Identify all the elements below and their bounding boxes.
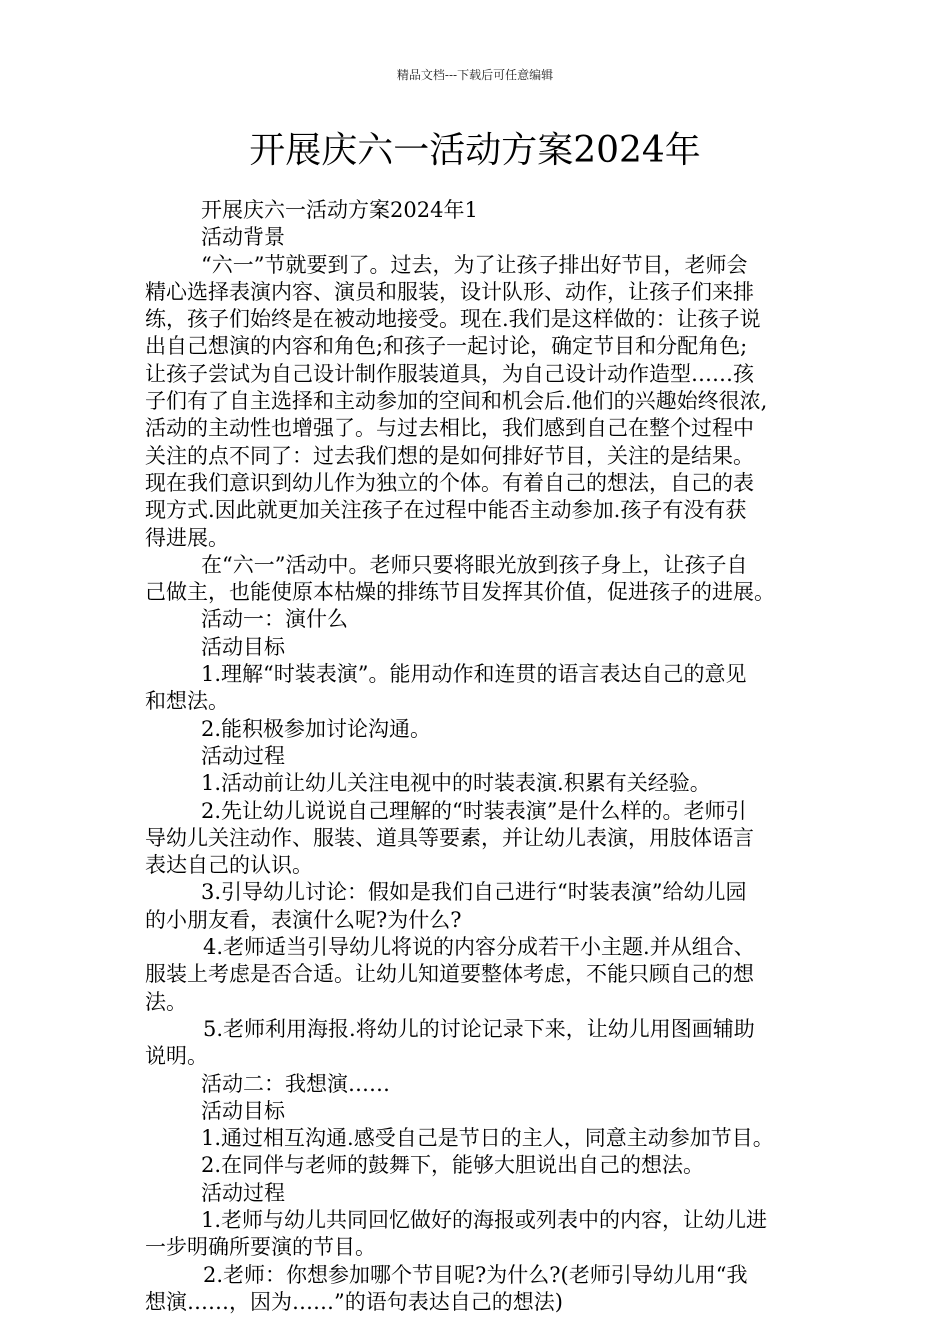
header-note: 精品文档---下载后可任意编辑: [396, 68, 554, 82]
paragraph-line: 法。: [145, 989, 187, 1014]
list-item: 1.活动前让幼儿关注电视中的时装表演.积累有关经验。: [201, 771, 711, 796]
paragraph-line: 说明。: [145, 1044, 208, 1069]
paragraph-line: 服装上考虑是否合适。让幼儿知道要整体考虑，不能只顾自己的想: [145, 962, 754, 987]
list-item: 3.引导幼儿讨论：假如是我们自己进行“时装表演”给幼儿园: [201, 880, 747, 905]
document-title: 开展庆六一活动方案2024年: [249, 130, 701, 171]
section-heading: 活动目标: [201, 634, 285, 659]
paragraph-line: 开展庆六一活动方案2024年1: [201, 198, 478, 222]
list-item: 5.老师利用海报.将幼儿的讨论记录下来，让幼儿用图画辅助: [203, 1016, 755, 1041]
list-item: 1.理解“时装表演”。能用动作和连贯的语言表达自己的意见: [201, 662, 747, 687]
paragraph-line: 一步明确所要演的节目。: [145, 1235, 376, 1260]
paragraph-line: 得进展。: [145, 525, 229, 550]
paragraph-line: 精心选择表演内容、演员和服装，设计队形、动作，让孩子们来排: [145, 279, 754, 304]
paragraph-line: 导幼儿关注动作、服装、道具等要素，并让幼儿表演，用肢体语言: [145, 825, 754, 850]
paragraph-line: “六一”节就要到了。过去，为了让孩子排出好节目，老师会: [201, 252, 748, 277]
paragraph-line: 现在我们意识到幼儿作为独立的个体。有着自己的想法，自己的表: [145, 470, 754, 495]
paragraph-line: 和想法。: [145, 689, 229, 714]
paragraph-line: 出自己想演的内容和角色;和孩子一起讨论，确定节目和分配角色;: [145, 334, 748, 359]
section-heading: 活动二：我想演……: [201, 1071, 390, 1096]
list-item: 1.老师与幼儿共同回忆做好的海报或列表中的内容，让幼儿进: [201, 1207, 768, 1232]
paragraph-line: 练，孩子们始终是在被动地接受。现在.我们是这样做的：让孩子说: [145, 307, 761, 332]
paragraph-line: 己做主，也能使原本枯燥的排练节目发挥其价值，促进孩子的进展。: [145, 580, 775, 605]
section-heading: 活动目标: [201, 1098, 285, 1123]
paragraph-line: 在“六一”活动中。老师只要将眼光放到孩子身上，让孩子自: [201, 552, 748, 577]
list-item: 2.能积极参加讨论沟通。: [201, 716, 432, 741]
section-heading: 活动一：演什么: [201, 607, 348, 632]
list-item: 2.老师：你想参加哪个节目呢?为什么?(老师引导幼儿用“我: [203, 1262, 748, 1287]
paragraph-line: 子们有了自主选择和主动参加的空间和机会后.他们的兴趣始终很浓,: [145, 389, 768, 414]
paragraph-line: 想演……，因为……”的语句表达自己的想法): [145, 1289, 563, 1314]
list-item: 2.在同伴与老师的鼓舞下，能够大胆说出自己的想法。: [201, 1153, 705, 1178]
paragraph-line: 表达自己的认识。: [145, 853, 313, 878]
list-item: 1.通过相互沟通.感受自己是节日的主人，同意主动参加节目。: [201, 1126, 774, 1151]
paragraph-line: 的小朋友看，表演什么呢?为什么?: [145, 907, 462, 932]
section-heading: 活动过程: [201, 743, 285, 768]
paragraph-line: 让孩子尝试为自己设计制作服装道具，为自己设计动作造型……孩: [145, 361, 754, 386]
list-item: 4.老师适当引导幼儿将说的内容分成若干小主题.并从组合、: [203, 935, 755, 960]
list-item: 2.先让幼儿说说自己理解的“时装表演”是什么样的。老师引: [201, 798, 747, 823]
section-heading: 活动过程: [201, 1180, 285, 1205]
paragraph-line: 现方式.因此就更加关注孩子在过程中能否主动参加.孩子有没有获: [145, 498, 747, 523]
paragraph-line: 活动的主动性也增强了。与过去相比，我们感到自己在整个过程中: [145, 416, 754, 441]
paragraph-line: 活动背景: [201, 225, 285, 250]
document-body: [145, 197, 813, 1316]
paragraph-line: 关注的点不同了：过去我们想的是如何排好节目，关注的是结果。: [145, 443, 754, 468]
